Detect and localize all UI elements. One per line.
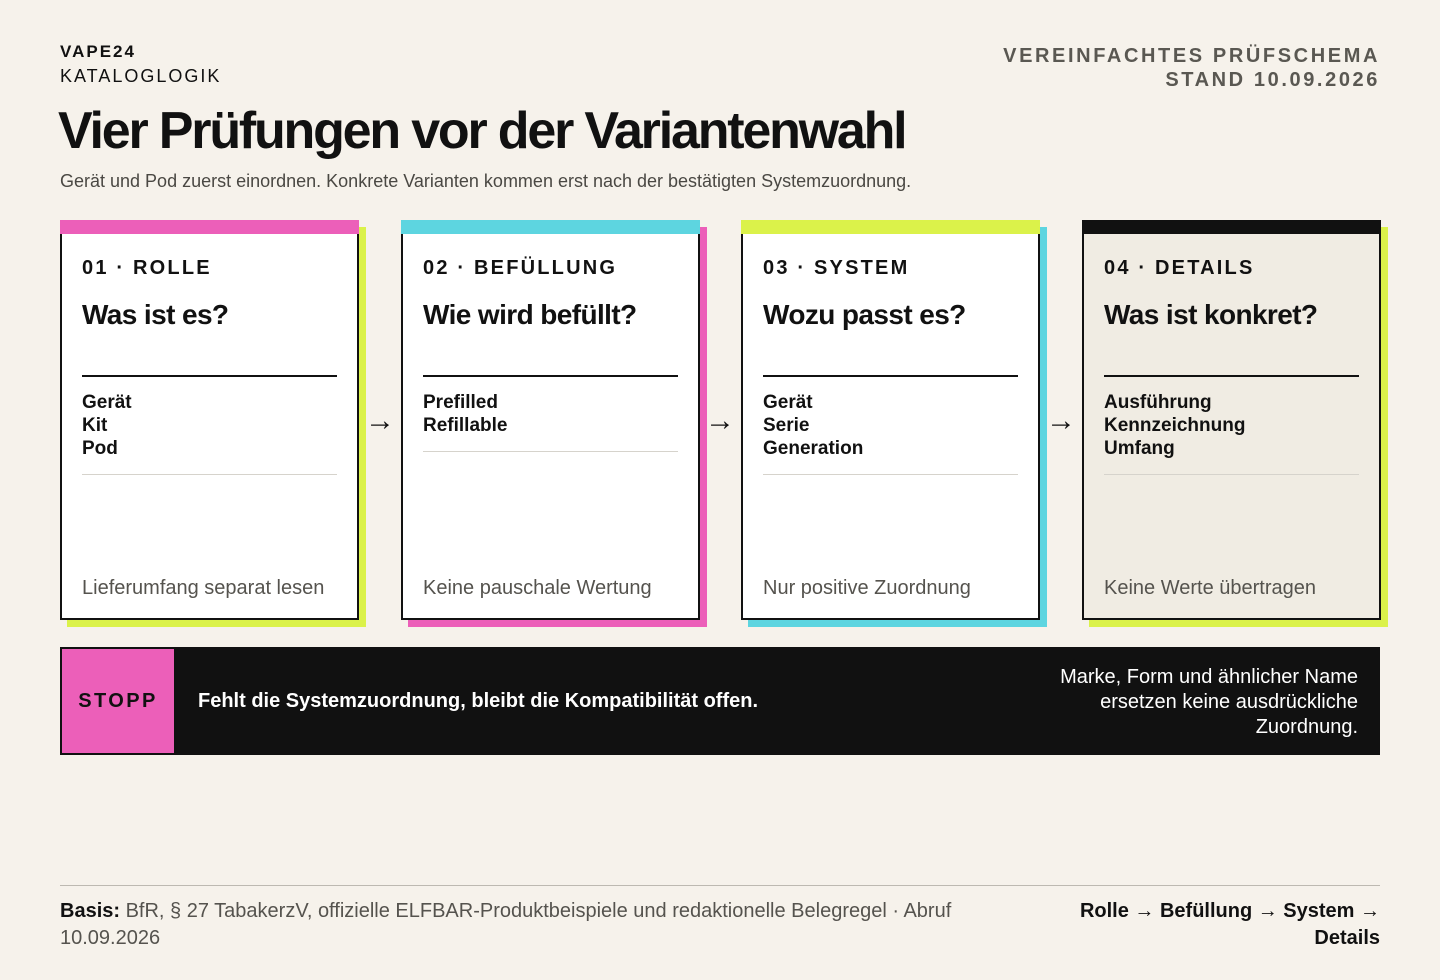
footer-basis-text: BfR, § 27 TabakerzV, offizielle ELFBAR-Produktbeispiele und redaktionelle Belegregel · Abruf 10.09.2026 [60,900,952,949]
card-item: Kit [82,415,108,436]
card-item: Gerät [82,392,132,413]
card-band [60,220,359,234]
card-divider [82,375,337,377]
card-details [1082,220,1381,620]
card-step: 04 · DETAILS [1104,257,1255,279]
card-band [1082,220,1381,234]
card-note: Nur positive Zuordnung [763,577,971,599]
page-title: Vier Prüfungen vor der Variantenwahl [58,102,906,160]
card-items [82,391,337,475]
card-body [741,220,1040,620]
card-step: 02 · BEFÜLLUNG [423,257,618,279]
arrow-right-icon: → [365,404,395,437]
card-item: Prefilled [423,392,498,413]
card-befuellung [401,220,700,620]
card-item: Serie [763,415,810,436]
card-item: Gerät [763,392,813,413]
stop-label: STOPP [62,649,174,753]
meta-block [1003,44,1380,92]
arrow-right-icon: → [1046,404,1076,437]
footer-basis-label: Basis: [60,900,121,922]
stop-note: Marke, Form und ähnlicher Name ersetzen keine ausdrückliche Zuordnung. [1060,666,1358,738]
card-question: Was ist es? [82,299,229,330]
page-subtitle: Gerät und Pod zuerst einordnen. Konkrete Varianten kommen erst nach der bestätigten Systemzuordnung. [60,171,912,191]
brand [60,42,221,88]
card-question: Wozu passt es? [763,299,966,330]
card-item: Refillable [423,415,508,436]
card-question: Wie wird befüllt? [423,299,637,330]
footer-basis [60,898,980,952]
card-band [741,220,1040,234]
card-divider [763,375,1018,377]
stop-banner [60,647,1380,755]
card-step: 01 · ROLLE [82,257,212,279]
meta-date: STAND 10.09.2026 [1165,69,1380,91]
card-item: Ausführung [1104,392,1212,413]
brand-name: VAPE24 [60,42,136,61]
card-body [1082,220,1381,620]
card-step: 03 · SYSTEM [763,257,910,279]
card-body [401,220,700,620]
card-note: Keine Werte übertragen [1104,577,1316,599]
card-body [60,220,359,620]
card-note: Lieferumfang separat lesen [82,577,325,599]
card-item: Pod [82,438,118,459]
card-items [423,391,678,452]
card-items [1104,391,1359,475]
card-divider [1104,375,1359,377]
card-band [401,220,700,234]
card-rolle [60,220,359,620]
card-divider [423,375,678,377]
check-cards [60,220,1380,630]
card-system [741,220,1040,620]
stop-text: Fehlt die Systemzuordnung, bleibt die Kompatibilität offen. [198,690,759,712]
arrow-right-icon: → [705,404,735,437]
footer-flow: Rolle → Befüllung → System → Details [1079,900,1380,949]
card-item: Generation [763,438,864,459]
brand-subtitle: KATALOGLOGIK [60,66,222,86]
card-item: Umfang [1104,438,1175,459]
card-items [763,391,1018,475]
footer-divider [60,885,1380,886]
card-question: Was ist konkret? [1104,299,1318,330]
card-note: Keine pauschale Wertung [423,577,652,599]
card-item: Kennzeichnung [1104,415,1246,436]
meta-label: VEREINFACHTES PRÜFSCHEMA [1003,45,1380,67]
